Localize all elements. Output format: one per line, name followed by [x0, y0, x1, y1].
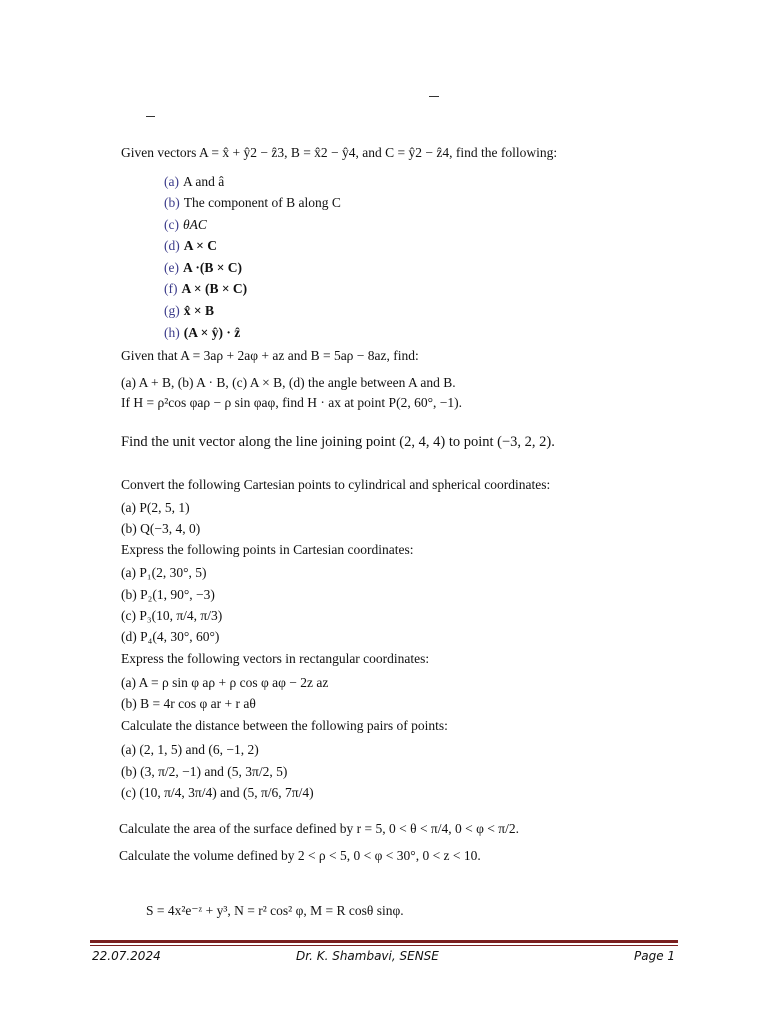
q1-item-d: (d) A × C — [164, 238, 217, 253]
footer-rule-thin — [90, 945, 678, 946]
footer-author: Dr. K. Shambavi, SENSE — [296, 949, 439, 963]
q5-item-c: (c) P₃(10, π/4, π/3) — [121, 608, 223, 623]
q5-item-b: (b) P₂(1, 90°, −3) — [121, 587, 215, 602]
q7-item-b: (b) (3, π/2, −1) and (5, 3π/2, 5) — [121, 764, 288, 779]
q5-item-a: (a) P₁(2, 30°, 5) — [121, 565, 207, 580]
q1-item-b: (b) The component of B along C — [164, 195, 341, 210]
q7-stem: Calculate the distance between the following pairs of points: — [121, 718, 448, 733]
q5-item-d: (d) P₄(4, 30°, 60°) — [121, 629, 220, 644]
q6-stem: Express the following vectors in rectangular coordinates: — [121, 651, 430, 666]
footer-page: Page 1 — [634, 949, 676, 963]
q6-item-a: (a) A = ρ sin φ aρ + ρ cos φ aφ − 2z az — [121, 675, 329, 690]
q2-stem: Given that A = 3aρ + 2aφ + az and B = 5aρ − 8az, find: — [121, 348, 419, 363]
header-mark-left — [146, 116, 155, 117]
q4-item-a: (a) P(2, 5, 1) — [121, 500, 190, 515]
q7-item-c: (c) (10, π/4, 3π/4) and (5, π/6, 7π/4) — [121, 785, 314, 800]
q1-item-a: (a) A and â — [164, 174, 225, 189]
q6-item-b: (b) B = 4r cos φ ar + r aθ — [121, 696, 256, 711]
footer-rule-thick — [90, 940, 678, 943]
q3-text: Find the unit vector along the line joining point (2, 4, 4) to point (−3, 2, 2). — [121, 434, 555, 450]
q8-text: Calculate the area of the surface defined by r = 5, 0 < θ < π/4, 0 < φ < π/2. — [119, 821, 519, 836]
q2-extra: If H = ρ²cos φaρ − ρ sin φaφ, find H · ax at point P(2, 60°, −1). — [121, 395, 462, 410]
q1-item-e: (e) A ·(B × C) — [164, 260, 243, 275]
q1-item-h: (h) (A × ŷ) · ẑ — [164, 325, 241, 340]
q1-item-f: (f) A × (B × C) — [164, 281, 248, 296]
q4-stem: Convert the following Cartesian points to cylindrical and spherical coordinates: — [121, 477, 551, 492]
q7-item-a: (a) (2, 1, 5) and (6, −1, 2) — [121, 742, 259, 757]
header-mark-right — [429, 96, 439, 97]
q2-parts: (a) A + B, (b) A · B, (c) A × B, (d) the angle between A and B. — [121, 375, 456, 390]
q9-text: Calculate the volume defined by 2 < ρ < 5, 0 < φ < 30°, 0 < z < 10. — [119, 848, 481, 863]
q4-item-b: (b) Q(−3, 4, 0) — [121, 521, 201, 536]
q5-stem: Express the following points in Cartesian coordinates: — [121, 542, 414, 557]
q1-item-c: (c) θAC — [164, 217, 207, 232]
q1-item-g: (g) x̂ × B — [164, 303, 214, 318]
q1-stem: Given vectors A = x̂ + ŷ2 − ẑ3, B = x̂2 − ŷ4, and C = ŷ2 − ẑ4, find the following: — [121, 145, 558, 160]
q10-text: S = 4x²e⁻ᶻ + y³, N = r² cos² φ, M = R cosθ sinφ. — [146, 903, 404, 918]
footer-date: 22.07.2024 — [92, 949, 161, 963]
